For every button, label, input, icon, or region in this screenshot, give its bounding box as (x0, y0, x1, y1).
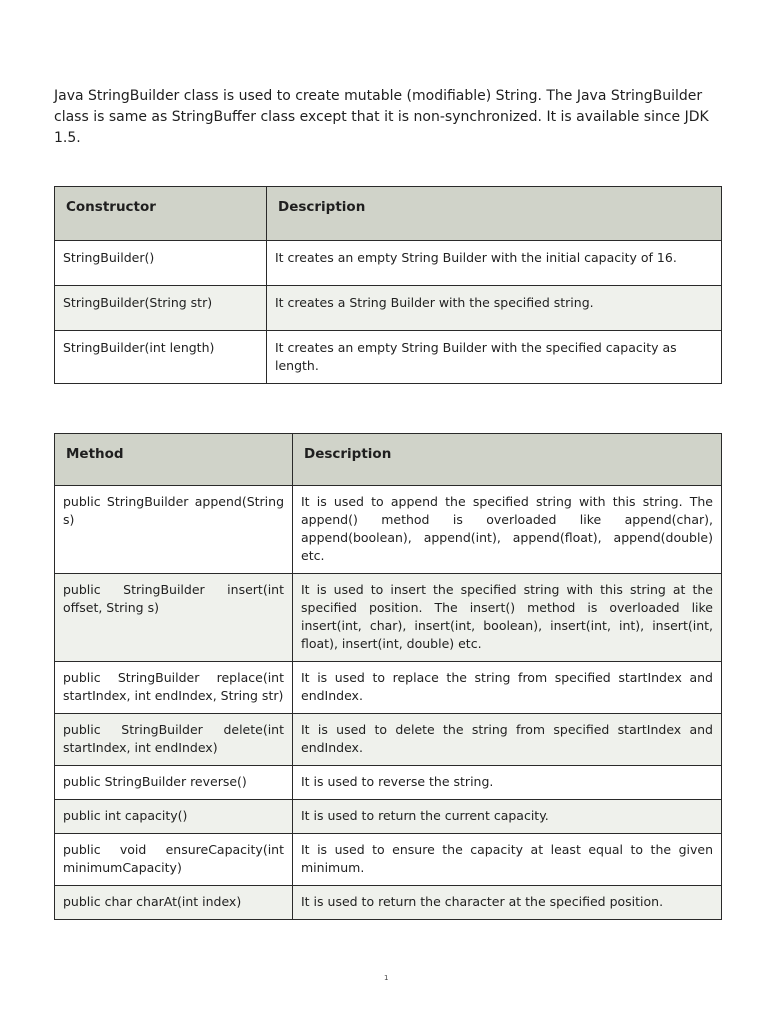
constructor-table (54, 186, 722, 384)
table-row (55, 834, 722, 886)
method-cell: public StringBuilder reverse() (55, 766, 293, 800)
method-cell: public StringBuilder append(String s) (55, 486, 293, 574)
method-cell: public int capacity() (55, 800, 293, 834)
description-cell: It creates a String Builder with the specified string. (267, 286, 722, 331)
description-cell: It creates an empty String Builder with the initial capacity of 16. (267, 241, 722, 286)
method-cell: public StringBuilder insert(int offset, String s) (55, 574, 293, 662)
table-header-row (55, 187, 722, 241)
table-row (55, 241, 722, 286)
description-cell: It is used to reverse the string. (293, 766, 722, 800)
column-header: Description (267, 187, 722, 241)
column-header: Constructor (55, 187, 267, 241)
description-cell: It is used to delete the string from specified startIndex and endIndex. (293, 714, 722, 766)
description-cell: It is used to return the current capacity. (293, 800, 722, 834)
page-number: 1 (384, 974, 389, 982)
table-row (55, 331, 722, 384)
table-row (55, 886, 722, 920)
table-row (55, 800, 722, 834)
column-header: Description (293, 434, 722, 486)
table-row (55, 286, 722, 331)
description-cell: It is used to ensure the capacity at least equal to the given minimum. (293, 834, 722, 886)
description-cell: It creates an empty String Builder with the specified capacity as length. (267, 331, 722, 384)
constructor-cell: StringBuilder(int length) (55, 331, 267, 384)
method-cell: public void ensureCapacity(int minimumCapacity) (55, 834, 293, 886)
table-row (55, 662, 722, 714)
description-cell: It is used to replace the string from specified startIndex and endIndex. (293, 662, 722, 714)
constructor-cell: StringBuilder(String str) (55, 286, 267, 331)
table-row (55, 766, 722, 800)
constructor-cell: StringBuilder() (55, 241, 267, 286)
table-header-row (55, 434, 722, 486)
method-cell: public StringBuilder delete(int startIndex, int endIndex) (55, 714, 293, 766)
intro-paragraph: Java StringBuilder class is used to create mutable (modifiable) String. The Java StringBuilder class is same as StringBuffer class except that it is non-synchronized. It is available since JDK 1.5. (54, 88, 709, 146)
method-table (54, 433, 722, 920)
method-cell: public char charAt(int index) (55, 886, 293, 920)
column-header: Method (55, 434, 293, 486)
description-cell: It is used to append the specified string with this string. The append() method is overloaded like append(char), append(boolean), append(int), append(float), append(double) etc. (293, 486, 722, 574)
table-row (55, 714, 722, 766)
description-cell: It is used to insert the specified string with this string at the specified position. The insert() method is overloaded like insert(int, char), insert(int, boolean), insert(int, int), insert(int, float), insert(int, double) etc. (293, 574, 722, 662)
table-row (55, 486, 722, 574)
method-cell: public StringBuilder replace(int startIndex, int endIndex, String str) (55, 662, 293, 714)
description-cell: It is used to return the character at the specified position. (293, 886, 722, 920)
table-row (55, 574, 722, 662)
